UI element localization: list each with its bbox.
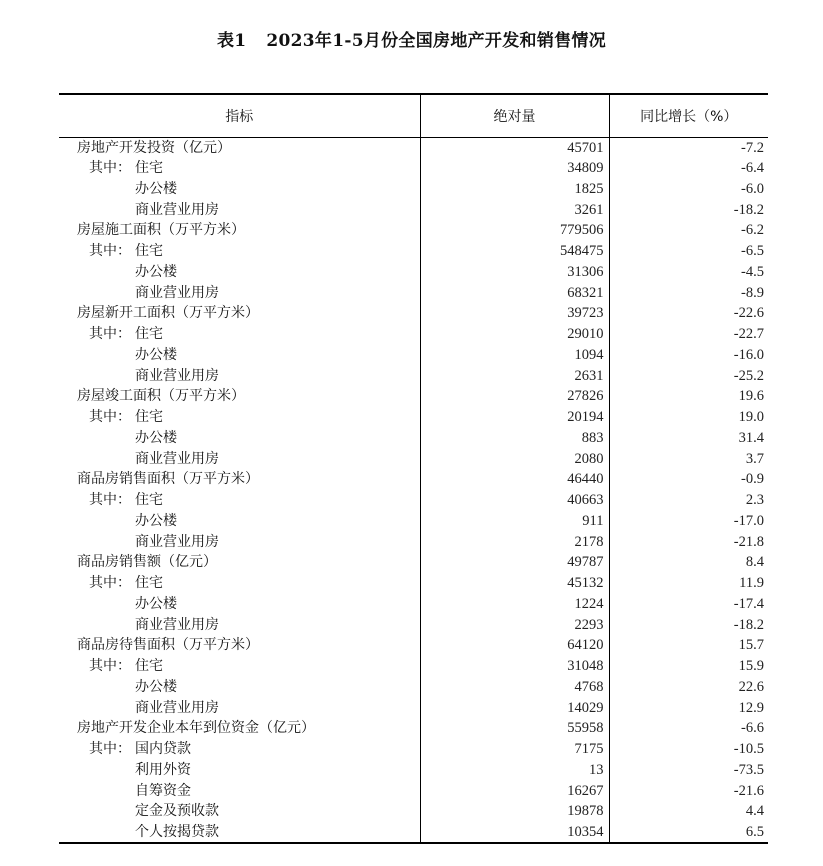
- table-row: [59, 490, 768, 511]
- row-absolute-value: 1094: [420, 345, 609, 366]
- row-label: 办公楼: [135, 346, 177, 363]
- row-absolute-value: 19878: [420, 801, 609, 822]
- row-label: 个人按揭贷款: [135, 823, 219, 840]
- row-yoy-value: 12.9: [738, 699, 764, 716]
- header-yoy: 同比增长（%）: [609, 94, 768, 137]
- row-label: 利用外资: [135, 761, 191, 778]
- row-yoy-value: 19.6: [738, 388, 764, 405]
- table-row: [59, 469, 768, 490]
- row-label-cell: [59, 365, 420, 386]
- table-body: [59, 137, 768, 843]
- table-row: [59, 635, 768, 656]
- row-absolute-value: 40663: [420, 490, 609, 511]
- table-row: [59, 282, 768, 303]
- row-absolute-value: 4768: [420, 677, 609, 698]
- row-absolute-value: 779506: [420, 220, 609, 241]
- table-row: [59, 594, 768, 615]
- table-row: [59, 324, 768, 345]
- table-row: [59, 241, 768, 262]
- table-row: [59, 345, 768, 366]
- row-yoy-value: 22.6: [738, 678, 764, 695]
- table-row: [59, 407, 768, 428]
- table-row: [59, 739, 768, 760]
- row-yoy-value: -6.2: [741, 222, 764, 239]
- row-absolute-value: 3261: [420, 199, 609, 220]
- header-indicator: 指标: [59, 94, 420, 137]
- real-estate-table: [59, 93, 768, 844]
- row-label-cell: [59, 303, 420, 324]
- row-absolute-value: 31048: [420, 656, 609, 677]
- row-label: 房地产开发企业本年到位资金（亿元）: [77, 720, 315, 737]
- row-label: 商业营业用房: [135, 367, 219, 384]
- row-yoy-value: -22.6: [733, 305, 764, 322]
- table-row: [59, 511, 768, 532]
- row-label: 商品房销售额（亿元）: [77, 554, 217, 571]
- row-label: 商业营业用房: [135, 699, 219, 716]
- row-yoy-value: -6.6: [741, 720, 764, 737]
- table-row: [59, 365, 768, 386]
- row-absolute-value: 31306: [420, 262, 609, 283]
- row-prefix: 其中：: [89, 741, 131, 758]
- row-absolute-value: 14029: [420, 697, 609, 718]
- row-label-cell: [59, 220, 420, 241]
- row-label: 商品房销售面积（万平方米）: [77, 471, 259, 488]
- row-yoy-value: -6.0: [741, 180, 764, 197]
- row-prefix: 其中：: [89, 575, 131, 592]
- row-label: 商品房待售面积（万平方米）: [77, 637, 259, 654]
- row-label-cell: [59, 718, 420, 739]
- row-label-cell: [59, 531, 420, 552]
- row-label: 房地产开发投资（亿元）: [77, 139, 231, 156]
- row-label: 定金及预收款: [135, 803, 219, 820]
- row-label: 商业营业用房: [135, 450, 219, 467]
- table-row: [59, 822, 768, 843]
- row-label-cell: [59, 282, 420, 303]
- table-row: [59, 573, 768, 594]
- row-yoy-value: -7.2: [741, 139, 764, 156]
- row-label-cell: [59, 469, 420, 490]
- row-label-cell: [59, 697, 420, 718]
- row-label: 商业营业用房: [135, 201, 219, 218]
- row-label-cell: [59, 635, 420, 656]
- header-absolute: 绝对量: [420, 94, 609, 137]
- row-prefix: 其中：: [89, 160, 131, 177]
- row-absolute-value: 1224: [420, 594, 609, 615]
- table-row: [59, 718, 768, 739]
- row-label-cell: [59, 780, 420, 801]
- table-row: [59, 220, 768, 241]
- row-yoy-value: -18.2: [733, 201, 764, 218]
- row-absolute-value: 1825: [420, 179, 609, 200]
- row-yoy-value: -17.4: [733, 595, 764, 612]
- table-row: [59, 552, 768, 573]
- row-label: 办公楼: [135, 678, 177, 695]
- row-prefix: 其中：: [89, 409, 131, 426]
- row-label-cell: [59, 137, 420, 158]
- row-yoy-value: -21.6: [733, 782, 764, 799]
- row-absolute-value: 2631: [420, 365, 609, 386]
- row-absolute-value: 2293: [420, 614, 609, 635]
- row-label-cell: [59, 677, 420, 698]
- row-yoy-value: -17.0: [733, 512, 764, 529]
- table-row: [59, 428, 768, 449]
- row-label: 住宅: [135, 575, 163, 592]
- row-label: 国内贷款: [135, 741, 191, 758]
- row-yoy-value: -0.9: [741, 471, 764, 488]
- row-yoy-value: 2.3: [745, 492, 764, 509]
- table-row: [59, 531, 768, 552]
- row-label-cell: [59, 511, 420, 532]
- row-yoy-value: -73.5: [733, 761, 764, 778]
- row-label-cell: [59, 552, 420, 573]
- row-absolute-value: 2178: [420, 531, 609, 552]
- row-absolute-value: 29010: [420, 324, 609, 345]
- row-label: 办公楼: [135, 595, 177, 612]
- row-yoy-value: -21.8: [733, 533, 764, 550]
- row-absolute-value: 16267: [420, 780, 609, 801]
- row-absolute-value: 7175: [420, 739, 609, 760]
- row-label-cell: [59, 407, 420, 428]
- table-row: [59, 262, 768, 283]
- row-yoy-value: 11.9: [739, 575, 764, 592]
- table-row: [59, 199, 768, 220]
- row-label: 住宅: [135, 326, 163, 343]
- row-absolute-value: 39723: [420, 303, 609, 324]
- row-label-cell: [59, 656, 420, 677]
- row-label: 商业营业用房: [135, 284, 219, 301]
- row-absolute-value: 49787: [420, 552, 609, 573]
- row-label-cell: [59, 199, 420, 220]
- row-absolute-value: 2080: [420, 448, 609, 469]
- row-label-cell: [59, 490, 420, 511]
- row-absolute-value: 34809: [420, 158, 609, 179]
- row-absolute-value: 13: [420, 760, 609, 781]
- row-label-cell: [59, 822, 420, 843]
- row-label-cell: [59, 739, 420, 760]
- row-label: 房屋施工面积（万平方米）: [77, 222, 245, 239]
- row-yoy-value: 4.4: [745, 803, 764, 820]
- row-label-cell: [59, 262, 420, 283]
- row-absolute-value: 20194: [420, 407, 609, 428]
- table-row: [59, 697, 768, 718]
- header-row: [59, 94, 768, 137]
- row-absolute-value: 64120: [420, 635, 609, 656]
- table-row: [59, 386, 768, 407]
- row-label: 房屋竣工面积（万平方米）: [77, 388, 245, 405]
- row-label-cell: [59, 158, 420, 179]
- row-label: 办公楼: [135, 512, 177, 529]
- row-prefix: 其中：: [89, 326, 131, 343]
- table-row: [59, 448, 768, 469]
- table-number: 表1: [216, 31, 247, 51]
- row-absolute-value: 883: [420, 428, 609, 449]
- row-yoy-value: -18.2: [733, 616, 764, 633]
- row-label-cell: [59, 324, 420, 345]
- row-label-cell: [59, 801, 420, 822]
- row-label-cell: [59, 760, 420, 781]
- row-prefix: 其中：: [89, 658, 131, 675]
- row-yoy-value: 15.9: [738, 658, 764, 675]
- row-yoy-value: -4.5: [741, 263, 764, 280]
- row-yoy-value: 31.4: [738, 429, 764, 446]
- row-absolute-value: 55958: [420, 718, 609, 739]
- row-absolute-value: 10354: [420, 822, 609, 843]
- table-row: [59, 158, 768, 179]
- table-row: [59, 179, 768, 200]
- row-label-cell: [59, 448, 420, 469]
- row-label-cell: [59, 241, 420, 262]
- row-yoy-value: -22.7: [733, 326, 764, 343]
- row-label: 住宅: [135, 243, 163, 260]
- row-absolute-value: 27826: [420, 386, 609, 407]
- row-label: 住宅: [135, 492, 163, 509]
- row-prefix: 其中：: [89, 243, 131, 260]
- row-label: 办公楼: [135, 180, 177, 197]
- row-yoy-value: -6.4: [741, 160, 764, 177]
- row-yoy-value: -10.5: [733, 741, 764, 758]
- row-label: 房屋新开工面积（万平方米）: [77, 305, 259, 322]
- row-label-cell: [59, 573, 420, 594]
- row-yoy-value: 8.4: [745, 554, 764, 571]
- row-yoy-value: 6.5: [609, 822, 768, 843]
- table-row: [59, 780, 768, 801]
- table-row: [59, 303, 768, 324]
- row-label: 住宅: [135, 658, 163, 675]
- row-label: 住宅: [135, 160, 163, 177]
- row-prefix: 其中：: [89, 492, 131, 509]
- row-label-cell: [59, 614, 420, 635]
- row-label-cell: [59, 594, 420, 615]
- row-yoy-value: 3.7: [745, 450, 764, 467]
- table-title-text: 2023年1-5月份全国房地产开发和销售情况: [266, 31, 607, 51]
- row-yoy-value: -25.2: [733, 367, 764, 384]
- row-yoy-value: 19.0: [738, 409, 764, 426]
- table-row: [59, 656, 768, 677]
- row-yoy-value: -8.9: [741, 284, 764, 301]
- row-yoy-value: -6.5: [741, 243, 764, 260]
- row-label: 自筹资金: [135, 782, 191, 799]
- row-absolute-value: 68321: [420, 282, 609, 303]
- table-title: [0, 26, 823, 51]
- row-label: 办公楼: [135, 429, 177, 446]
- row-label-cell: [59, 428, 420, 449]
- table-row: [59, 614, 768, 635]
- row-label: 商业营业用房: [135, 533, 219, 550]
- row-label: 住宅: [135, 409, 163, 426]
- row-absolute-value: 45701: [420, 137, 609, 158]
- row-label: 办公楼: [135, 263, 177, 280]
- row-yoy-value: -16.0: [733, 346, 764, 363]
- row-label-cell: [59, 345, 420, 366]
- row-yoy-value: 15.7: [738, 637, 764, 654]
- table-row: [59, 677, 768, 698]
- table-row: [59, 760, 768, 781]
- row-absolute-value: 46440: [420, 469, 609, 490]
- row-label-cell: [59, 179, 420, 200]
- row-absolute-value: 45132: [420, 573, 609, 594]
- row-label: 商业营业用房: [135, 616, 219, 633]
- table-row: [59, 137, 768, 158]
- row-absolute-value: 548475: [420, 241, 609, 262]
- table-row: [59, 801, 768, 822]
- row-label-cell: [59, 386, 420, 407]
- row-absolute-value: 911: [420, 511, 609, 532]
